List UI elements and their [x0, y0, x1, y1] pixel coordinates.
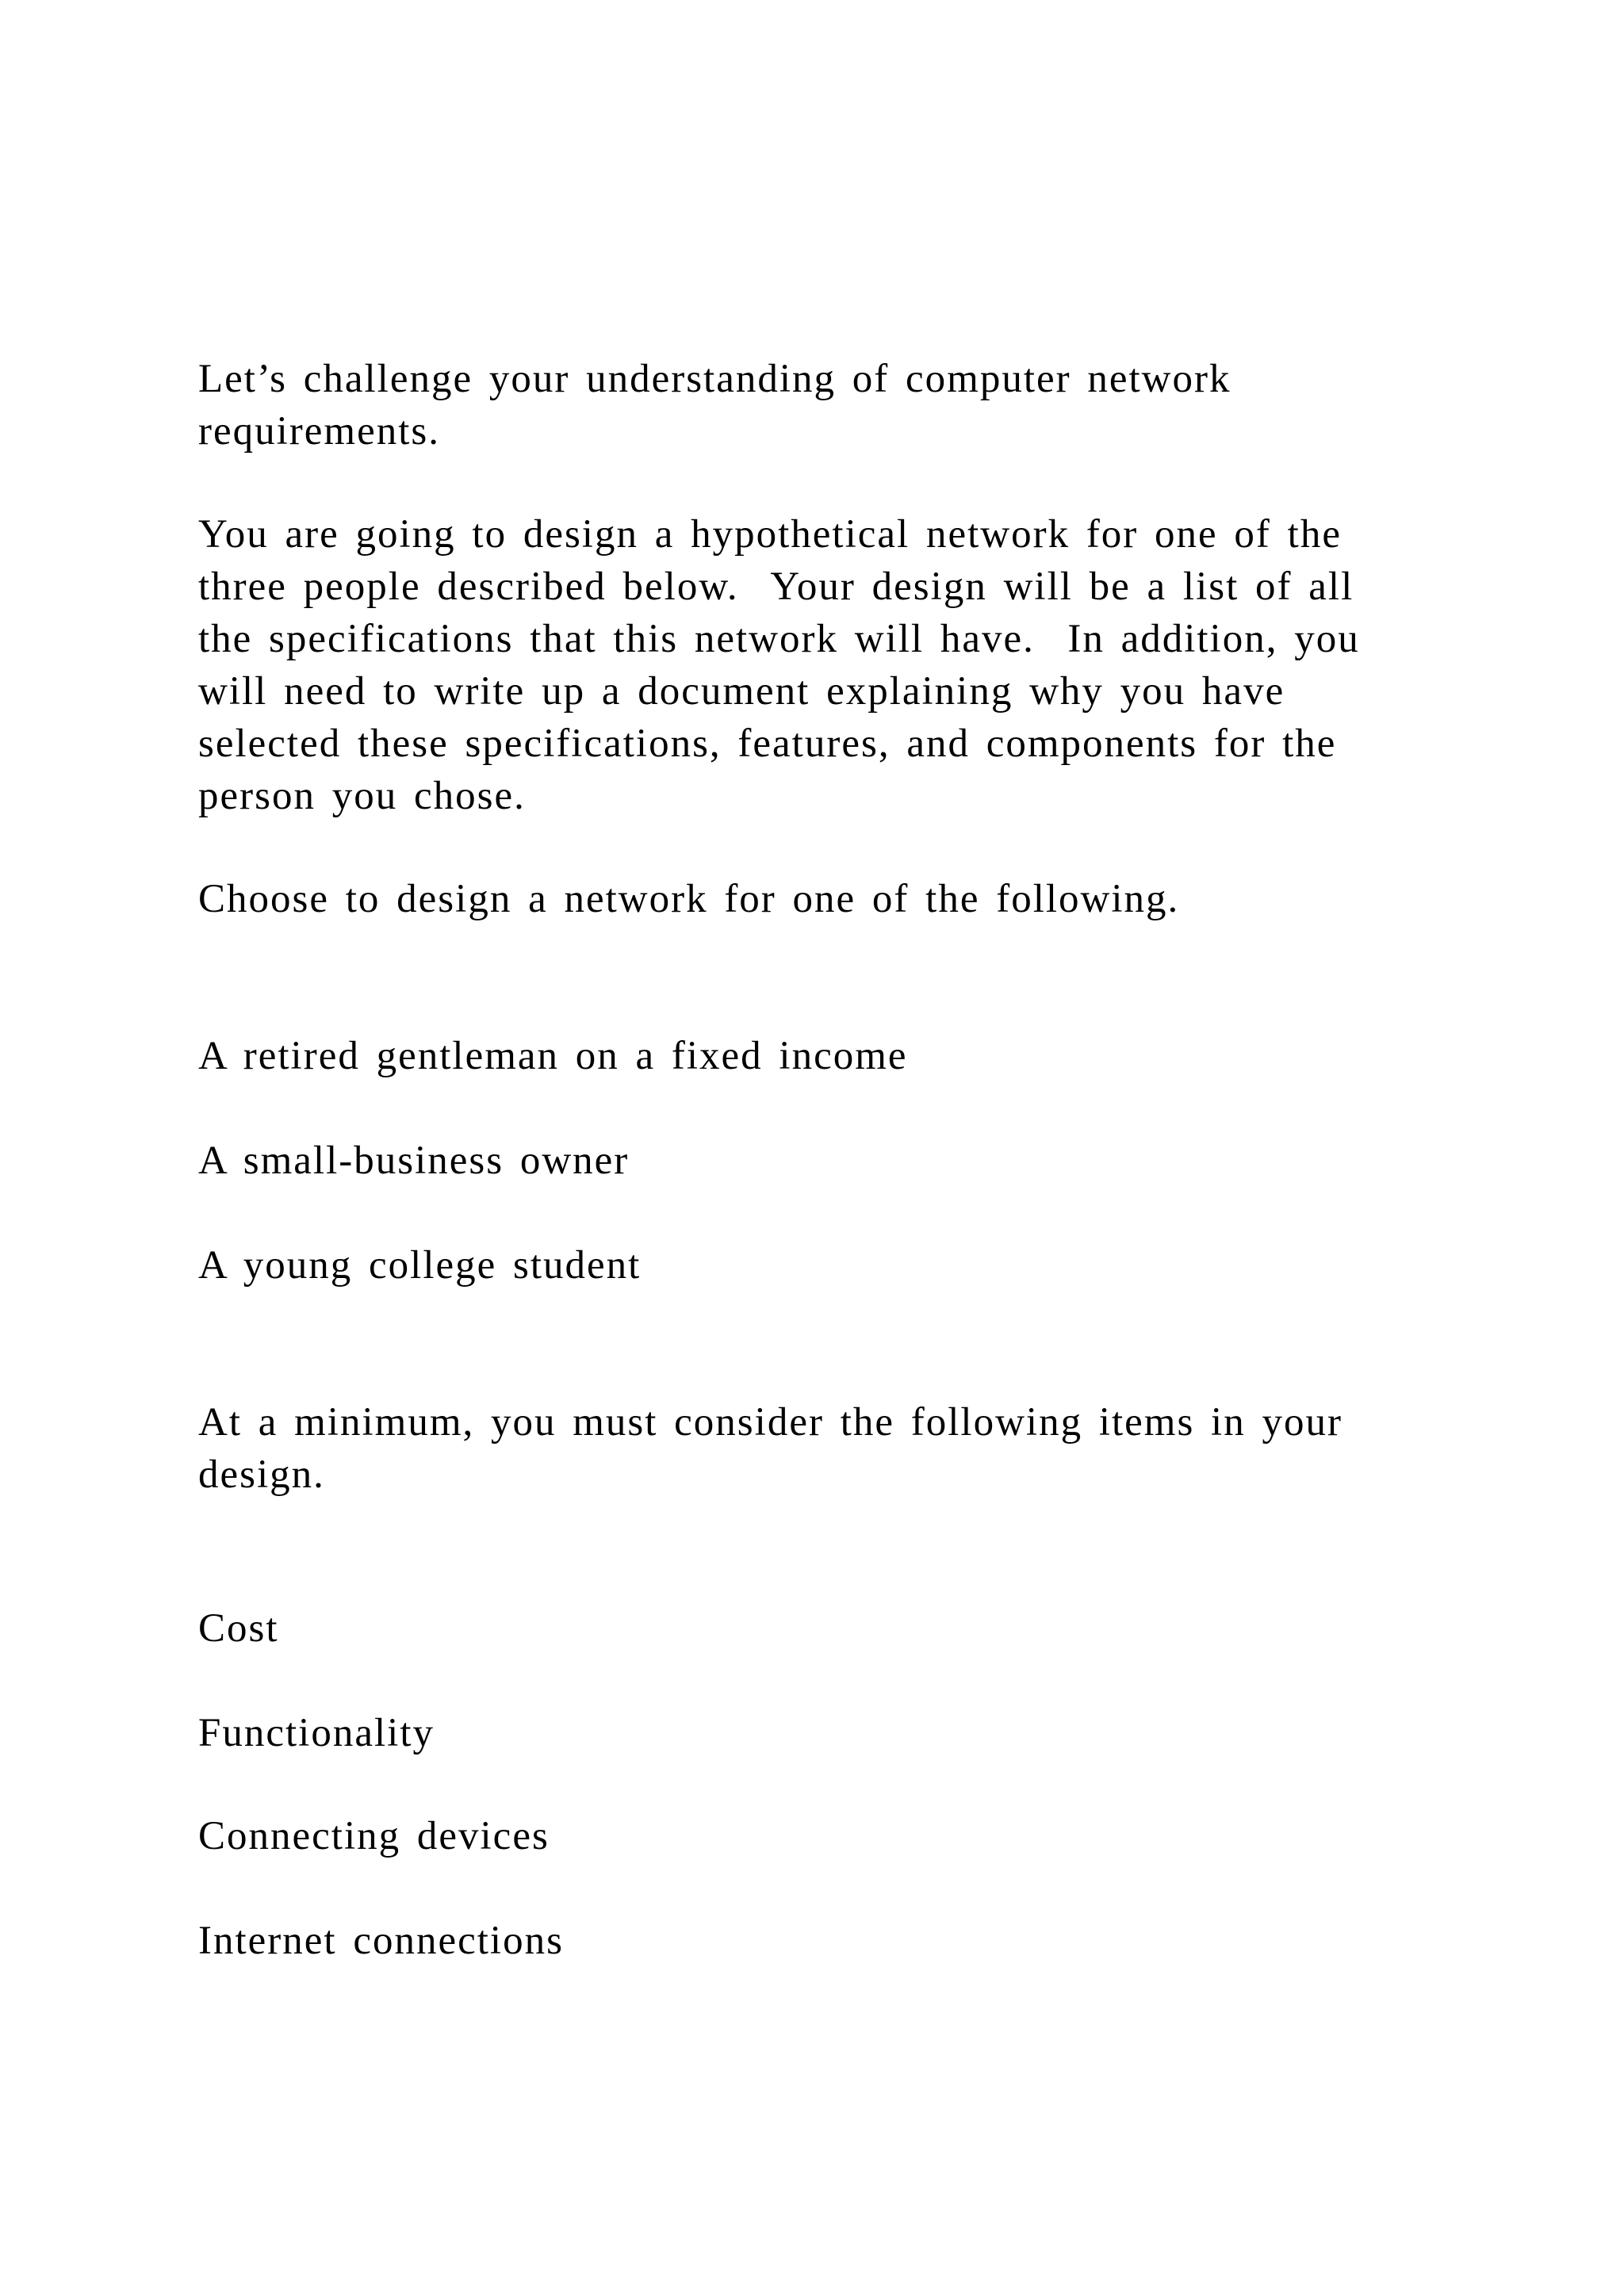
- item-internet-connections: Internet connections: [198, 1919, 564, 1963]
- description-line: selected these specifications, features, and components for the: [198, 721, 1337, 766]
- option-small-business-owner: A small-business owner: [198, 1138, 630, 1183]
- description-line: person you chose.: [198, 774, 526, 818]
- description-line: You are going to design a hypothetical network for one of the: [198, 512, 1342, 557]
- option-college-student: A young college student: [198, 1243, 642, 1288]
- description-line: the specifications that this network will have. In addition, you: [198, 617, 1360, 661]
- description-line: three people described below. Your design will be a list of all: [198, 564, 1354, 609]
- item-cost: Cost: [198, 1606, 279, 1651]
- description-line: will need to write up a document explaining why you have: [198, 669, 1285, 714]
- minimum-prompt-line: design.: [198, 1452, 325, 1497]
- item-functionality: Functionality: [198, 1711, 435, 1755]
- choose-prompt: Choose to design a network for one of the following.: [198, 877, 1180, 921]
- intro-line: Let’s challenge your understanding of computer network: [198, 357, 1231, 401]
- minimum-prompt-line: At a minimum, you must consider the following items in your: [198, 1400, 1342, 1445]
- option-retired-gentleman: A retired gentleman on a fixed income: [198, 1034, 908, 1078]
- item-connecting-devices: Connecting devices: [198, 1814, 550, 1858]
- intro-line: requirements.: [198, 409, 440, 453]
